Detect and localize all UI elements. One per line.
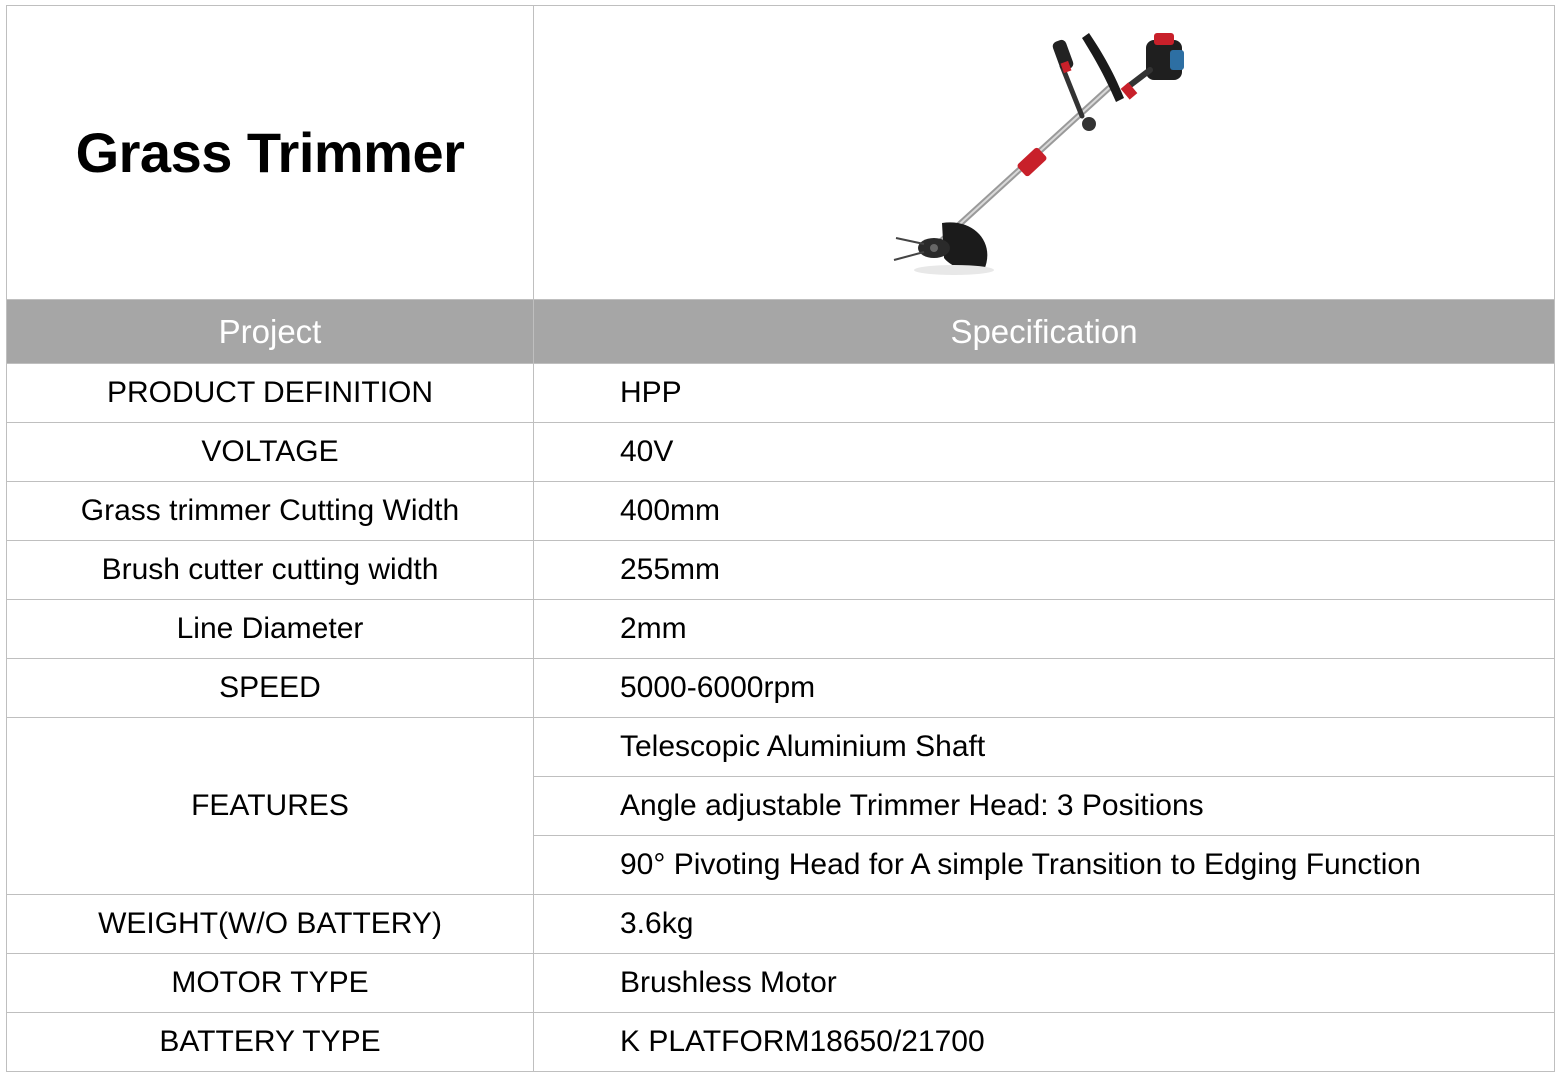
table-row (7, 541, 1555, 600)
spec-table (6, 5, 1555, 1072)
header-project: Project (7, 300, 534, 364)
grass-trimmer-icon (884, 28, 1204, 278)
row-value: K PLATFORM18650/21700 (534, 1013, 1555, 1072)
spec-sheet (6, 5, 1554, 1072)
row-label: Brush cutter cutting width (7, 541, 534, 600)
row-value: 5000-6000rpm (534, 659, 1555, 718)
title-row (7, 6, 1555, 300)
features-row (7, 718, 1555, 777)
table-row (7, 954, 1555, 1013)
row-value: 255mm (534, 541, 1555, 600)
header-row (7, 300, 1555, 364)
row-value: Brushless Motor (534, 954, 1555, 1013)
product-image-cell (534, 6, 1555, 300)
row-label: MOTOR TYPE (7, 954, 534, 1013)
table-row (7, 600, 1555, 659)
feature-item: Angle adjustable Trimmer Head: 3 Positions (534, 777, 1555, 836)
row-label: Grass trimmer Cutting Width (7, 482, 534, 541)
row-label: Line Diameter (7, 600, 534, 659)
row-value: 400mm (534, 482, 1555, 541)
feature-item: Telescopic Aluminium Shaft (534, 718, 1555, 777)
row-value: 40V (534, 423, 1555, 482)
row-label: VOLTAGE (7, 423, 534, 482)
table-row (7, 895, 1555, 954)
page-title: Grass Trimmer (75, 121, 465, 184)
table-row (7, 364, 1555, 423)
row-label: BATTERY TYPE (7, 1013, 534, 1072)
table-row (7, 659, 1555, 718)
features-label: FEATURES (7, 718, 534, 895)
table-row (7, 1013, 1555, 1072)
row-value: 3.6kg (534, 895, 1555, 954)
header-specification: Specification (534, 300, 1555, 364)
row-label: PRODUCT DEFINITION (7, 364, 534, 423)
table-row (7, 482, 1555, 541)
row-label: SPEED (7, 659, 534, 718)
row-value: 2mm (534, 600, 1555, 659)
row-label: WEIGHT(W/O BATTERY) (7, 895, 534, 954)
row-value: HPP (534, 364, 1555, 423)
table-row (7, 423, 1555, 482)
feature-item: 90° Pivoting Head for A simple Transition to Edging Function (534, 836, 1555, 895)
title-cell (7, 6, 534, 300)
